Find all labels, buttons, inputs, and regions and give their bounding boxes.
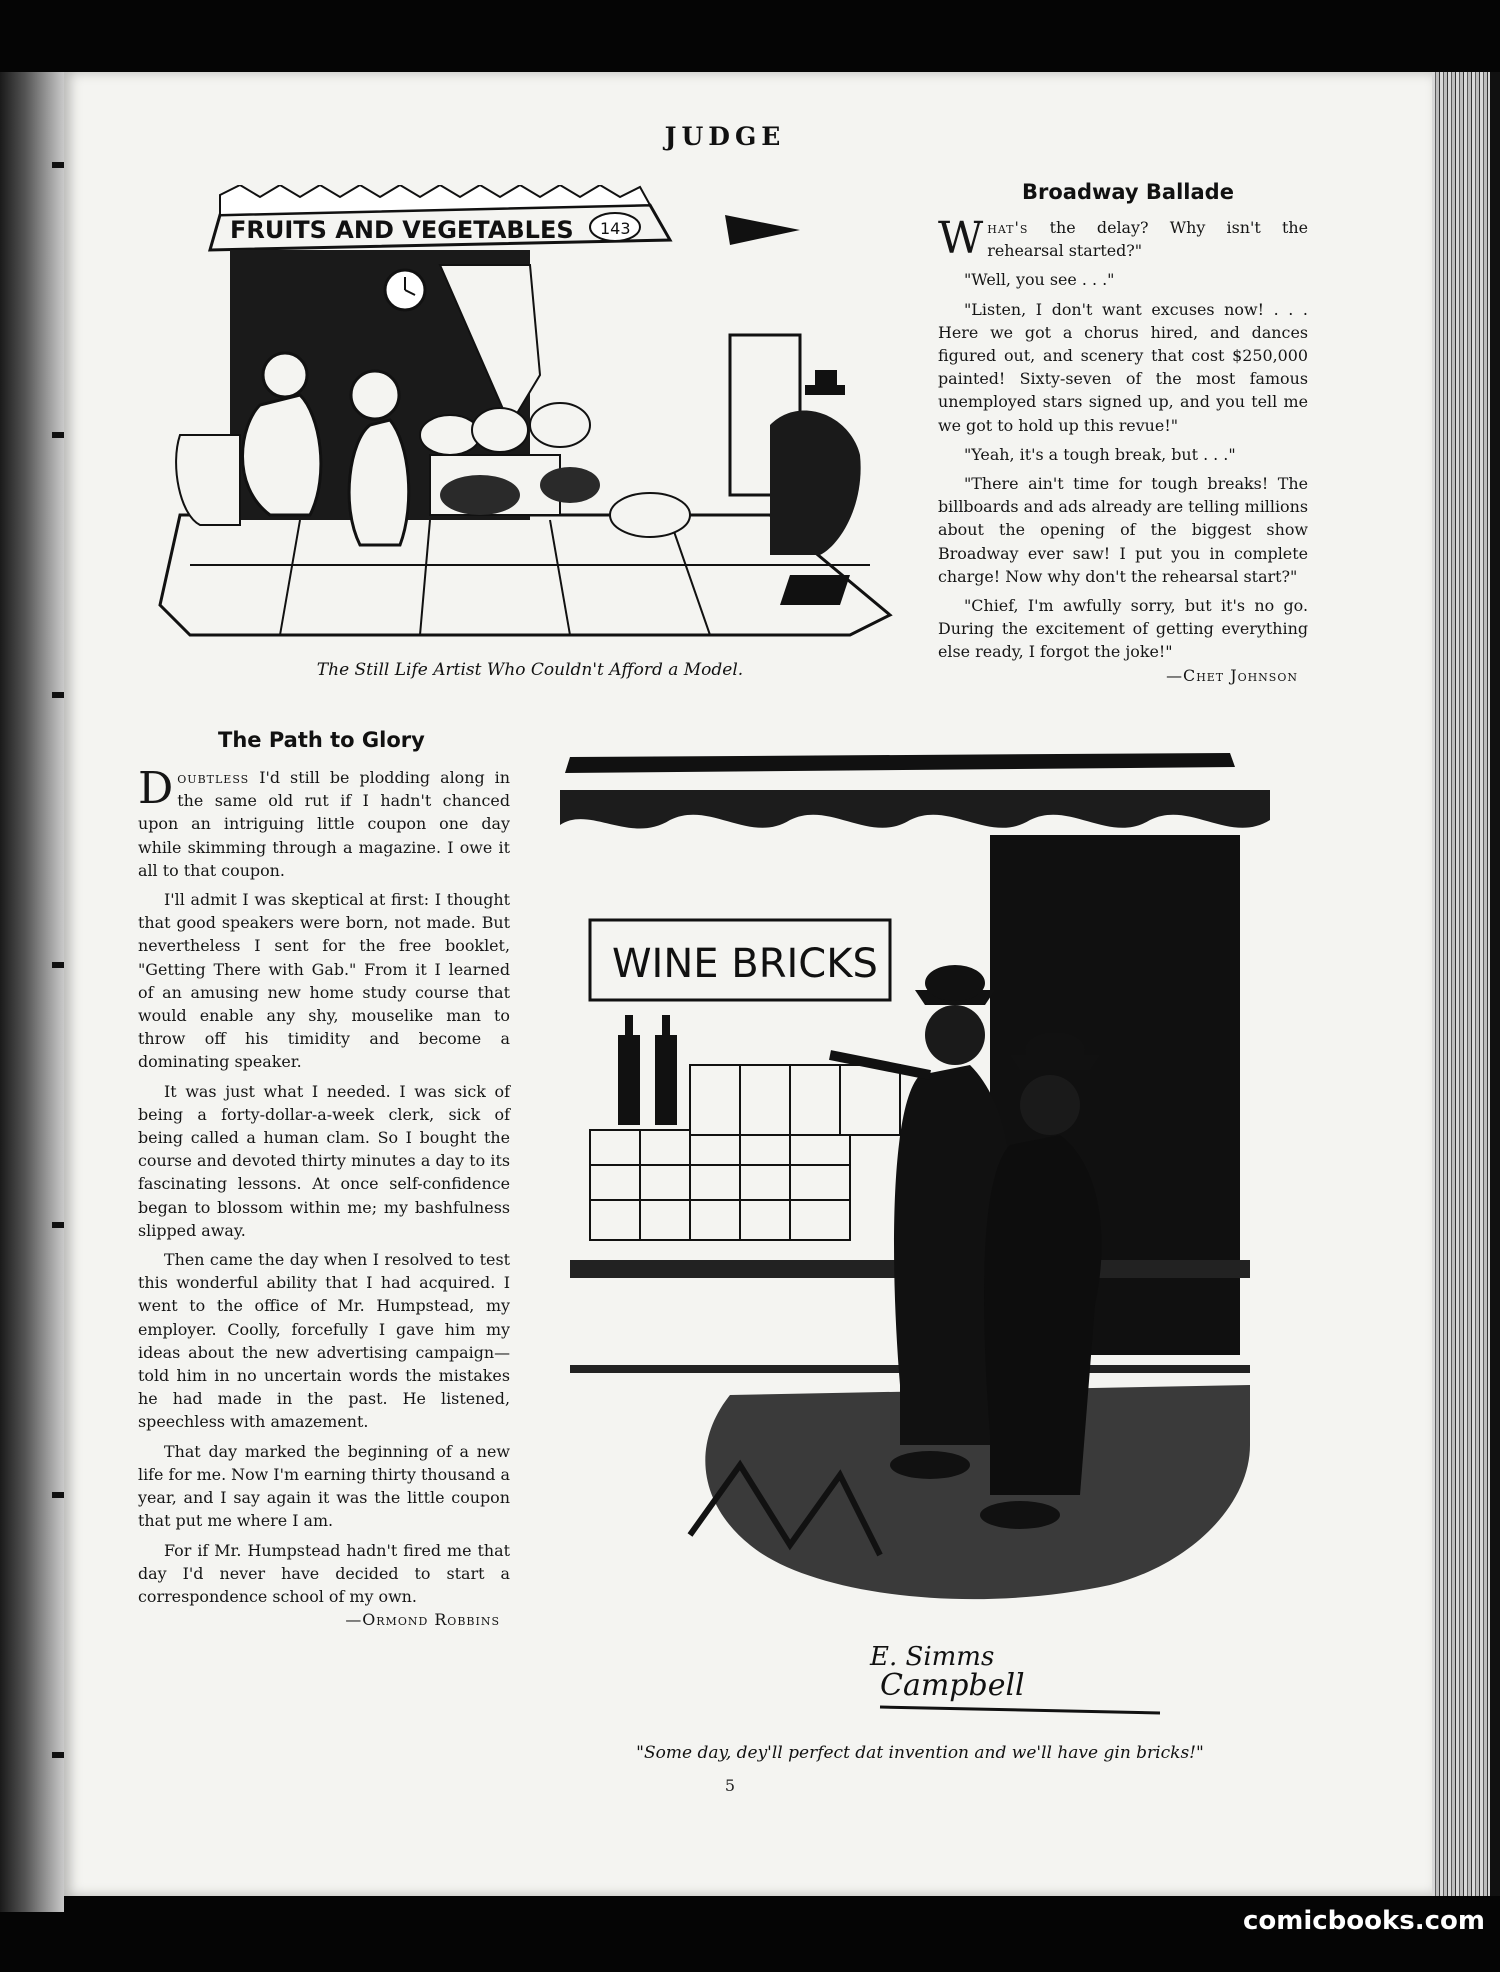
path-lead-text: I'd still be plodding along in the same old rut if I hadn't chanced upon an intriguing little coupon one day while skimming through a magazine. I owe it all to that coupon. bbox=[138, 768, 510, 880]
fruit-stand-drawing bbox=[150, 185, 900, 645]
page-number: 5 bbox=[724, 1776, 736, 1795]
wine-bricks-sign: WINE BRICKS bbox=[612, 941, 878, 987]
artist-signature-line2: Campbell bbox=[880, 1668, 1025, 1703]
broadway-lead-text: the delay? Why isn't the rehearsal started?" bbox=[987, 218, 1308, 261]
page-stack-edges bbox=[1432, 72, 1500, 1896]
fruit-stand-sign: FRUITS AND VEGETABLES bbox=[230, 216, 574, 244]
broadway-last-text: "Chief, I'm awfully sorry, but it's no go. During the excitement of getting everything else ready, I forgot the joke!" bbox=[938, 596, 1308, 662]
broadway-paragraph: "Listen, I don't want excuses now! . . . Here we got a chorus hired, and dances figured out, and scenery that cost $250,000 painted! Sixty-seven of the most famous unemployed stars signed up, and you tell me we got to hold up this revue!" bbox=[938, 299, 1308, 435]
wine-bricks-cartoon bbox=[550, 745, 1300, 1715]
broadway-paragraph: "Well, you see . . ." bbox=[964, 270, 1115, 290]
path-paragraph-last bbox=[138, 1539, 510, 1632]
broadway-byline: —Chet Johnson bbox=[1166, 665, 1298, 685]
fruit-stand-caption: The Still Life Artist Who Couldn't Afford a Model. bbox=[316, 660, 744, 680]
broadway-article bbox=[938, 213, 1308, 693]
path-last-text: For if Mr. Humpstead hadn't fired me that day I'd never have decided to start a correspondence school of my own. bbox=[138, 1540, 510, 1606]
path-article bbox=[138, 763, 511, 1637]
broadway-title: Broadway Ballade bbox=[1022, 180, 1234, 204]
wine-bricks-caption: "Some day, dey'll perfect dat invention and we'll have gin bricks!" bbox=[636, 1743, 1204, 1763]
broadway-lead-smallcaps: hat's bbox=[987, 218, 1029, 237]
broadway-paragraph: "There ain't time for tough breaks! The billboards and ads already are telling millions about the opening of the biggest show Broadway ever saw! I put you in complete charge! Now why don't the rehearsal start?" bbox=[938, 474, 1308, 586]
masthead: JUDGE bbox=[664, 122, 786, 151]
path-dropcap: D bbox=[138, 763, 174, 814]
wine-bricks-drawing bbox=[550, 745, 1300, 1715]
path-lead-paragraph bbox=[138, 763, 510, 882]
path-paragraph: That day marked the beginning of a new life for me. Now I'm earning thirty thousand a year, and I say again it was the little coupon that put me where I am. bbox=[138, 1441, 511, 1531]
path-paragraph: I'll admit I was skeptical at first: I thought that good speakers were born, not made. But nevertheless I sent for the free booklet, "Getting There with Gab." From it I learned of an amusing new home study course that would enable any shy, mouselike man to throw off his timidity and become a dominating speaker. bbox=[138, 890, 510, 1072]
site-watermark: comicbooks.com bbox=[1242, 1906, 1485, 1936]
path-paragraph: It was just what I needed. I was sick of being a forty-dollar-a-week clerk, sick of being called a human clam. So I bought the course and devoted thirty minutes a day to its fascinating lessons. At once self-confidence began to blossom within me; my bashfulness slipped away. bbox=[138, 1081, 510, 1240]
artist-signature-line1: E. Simms bbox=[870, 1642, 995, 1672]
path-byline: —Ormond Robbins bbox=[345, 1610, 500, 1630]
price-tag: 143 bbox=[600, 219, 631, 238]
fruit-stand-cartoon bbox=[150, 185, 900, 645]
path-paragraph: Then came the day when I resolved to test this wonderful ability that I had acquired. I went to the office of Mr. Humpstead, my employer. Coolly, forcefully I gave him my ideas about the new advertising campaign—told him in no uncertain words the mistakes he had made in the past. He listened, speechless with amazement. bbox=[138, 1250, 510, 1432]
broadway-dropcap: W bbox=[938, 213, 984, 264]
broadway-lead-paragraph bbox=[938, 213, 1308, 264]
broadway-paragraph-last bbox=[938, 594, 1308, 687]
path-lead-smallcaps: oubtless bbox=[177, 768, 250, 787]
path-title: The Path to Glory bbox=[218, 728, 425, 752]
broadway-paragraph: "Yeah, it's a tough break, but . . ." bbox=[964, 444, 1236, 464]
